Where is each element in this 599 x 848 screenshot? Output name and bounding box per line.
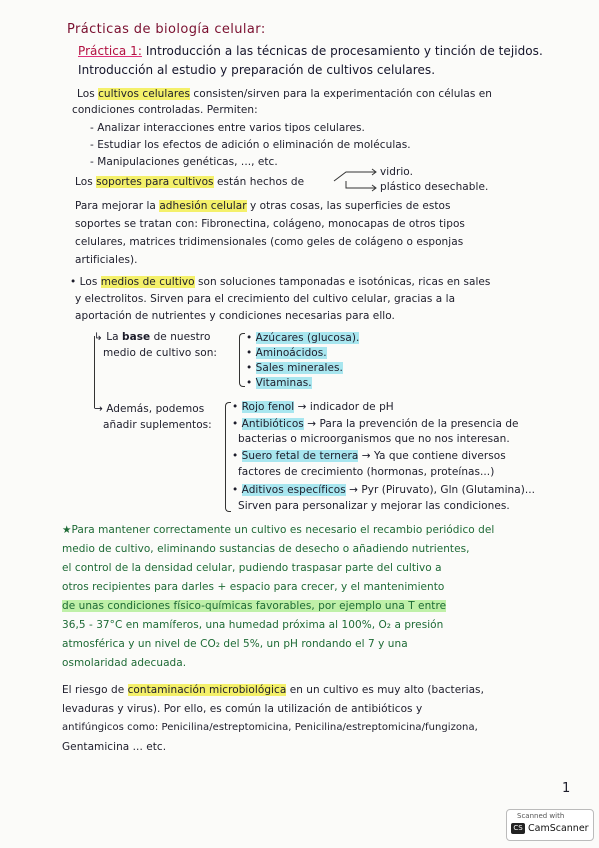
highlight: medios de cultivo: [100, 276, 195, 288]
soportes-line: Los soportes para cultivos están hechos de: [75, 176, 305, 188]
soporte-option: plástico desechable.: [380, 181, 489, 193]
star-line: 36,5 - 37°C en mamíferos, una humedad próxima al 100%, O₂ a presión: [62, 619, 444, 631]
p2-line4: artificiales).: [75, 254, 138, 266]
sup-item-cont: bacterias o microorganismos que no nos interesan.: [238, 433, 510, 445]
list-item: - Analizar interacciones entre varios tipos celulares.: [90, 122, 365, 134]
risk-line1: El riesgo de contaminación microbiológica en un cultivo es muy alto (bacterias,: [62, 684, 484, 696]
p3-line1: • Los medios de cultivo son soluciones tamponadas e isotónicas, ricas en sales: [70, 276, 491, 288]
base-line2: medio de cultivo son:: [103, 347, 217, 359]
practica-text: Introducción a las técnicas de procesamiento y tinción de tejidos.: [145, 44, 543, 58]
base-item: • Azúcares (glucosa).: [246, 332, 360, 344]
p1-line2: condiciones controladas. Permiten:: [72, 104, 258, 116]
camscanner-logo-icon: CS: [511, 823, 525, 834]
sup-item: • Suero fetal de ternera → Ya que contiene diversos: [232, 450, 506, 462]
risk-line2: levaduras y virus). Por ello, es común la utilización de antibióticos y: [62, 703, 423, 715]
base-item: • Aminoácidos.: [246, 347, 327, 359]
star-line: de unas condiciones físico-químicas favorables, por ejemplo una T entre: [62, 600, 447, 612]
brace: [225, 402, 231, 512]
sup-item: • Antibióticos → Para la prevención de la presencia de: [232, 418, 519, 430]
sup-item: • Rojo fenol → indicador de pH: [232, 401, 394, 413]
star-line: medio de cultivo, eliminando sustancias de desecho o añadiendo nutrientes,: [62, 543, 470, 555]
star-line: otros recipientes para darles + espacio para crecer, y el mantenimiento: [62, 581, 445, 593]
sup-line1: → Además, podemos: [94, 403, 205, 415]
practica-line2: Introducción al estudio y preparación de cultivos celulares.: [78, 63, 436, 77]
p2-line3: celulares, matrices tridimensionales (como geles de colágeno o esponjas: [75, 236, 464, 248]
sup-item: • Aditivos específicos → Pyr (Piruvato), Gln (Glutamina)...: [232, 484, 536, 496]
risk-line4: Gentamicina ... etc.: [62, 741, 167, 753]
base-line1: ↳ La base de nuestro: [94, 331, 211, 343]
practica-heading: [78, 44, 543, 58]
star-line: osmolaridad adecuada.: [62, 657, 187, 669]
sup-item-cont: factores de crecimiento (hormonas, proteínas...): [238, 466, 495, 478]
risk-line3: antifúngicos como: Penicilina/estreptomicina, Penicilina/estreptomicina/fungizona,: [62, 722, 478, 733]
highlight: adhesión celular: [159, 200, 247, 212]
base-item: • Sales minerales.: [246, 362, 343, 374]
star-line: ★Para mantener correctamente un cultivo es necesario el recambio periódico del: [62, 524, 495, 536]
sup-item-cont: Sirven para personalizar y mejorar las condiciones.: [238, 500, 510, 512]
page-title: Prácticas de biología celular:: [67, 22, 266, 37]
list-item: - Estudiar los efectos de adición o eliminación de moléculas.: [90, 139, 411, 151]
highlight: soportes para cultivos: [96, 176, 214, 188]
list-item: - Manipulaciones genéticas, ..., etc.: [90, 156, 278, 168]
star-line: el control de la densidad celular, pudiendo traspasar parte del cultivo a: [62, 562, 442, 574]
p2-line1: Para mejorar la adhesión celular y otras cosas, las superficies de estos: [75, 200, 451, 212]
p3-line2: y electrolitos. Sirven para el crecimiento del cultivo celular, gracias a la: [75, 293, 456, 305]
p1-line1: Los cultivos celulares consisten/sirven para la experimentación con células en: [77, 88, 492, 100]
connector-line: [94, 336, 95, 408]
branch-arrow-icon: [332, 164, 380, 198]
base-item: • Vitaminas.: [246, 377, 312, 389]
highlight: cultivos celulares: [98, 88, 191, 100]
sup-line2: añadir suplementos:: [103, 419, 212, 431]
brace: [239, 333, 245, 387]
soporte-option: vidrio.: [380, 166, 413, 178]
p2-line2: soportes se tratan con: Fibronectina, colágeno, monocapas de otros tipos: [75, 218, 465, 230]
camscanner-watermark: Scanned with CS CamScanner: [506, 809, 594, 841]
page-number: 1: [562, 781, 571, 796]
star-line: atmosférica y un nivel de CO₂ del 5%, un pH rondando el 7 y una: [62, 638, 408, 650]
highlight: contaminación microbiológica: [127, 684, 287, 696]
p3-line3: aportación de nutrientes y condiciones necesarias para ello.: [75, 310, 395, 322]
practica-label: Práctica 1:: [78, 44, 142, 58]
